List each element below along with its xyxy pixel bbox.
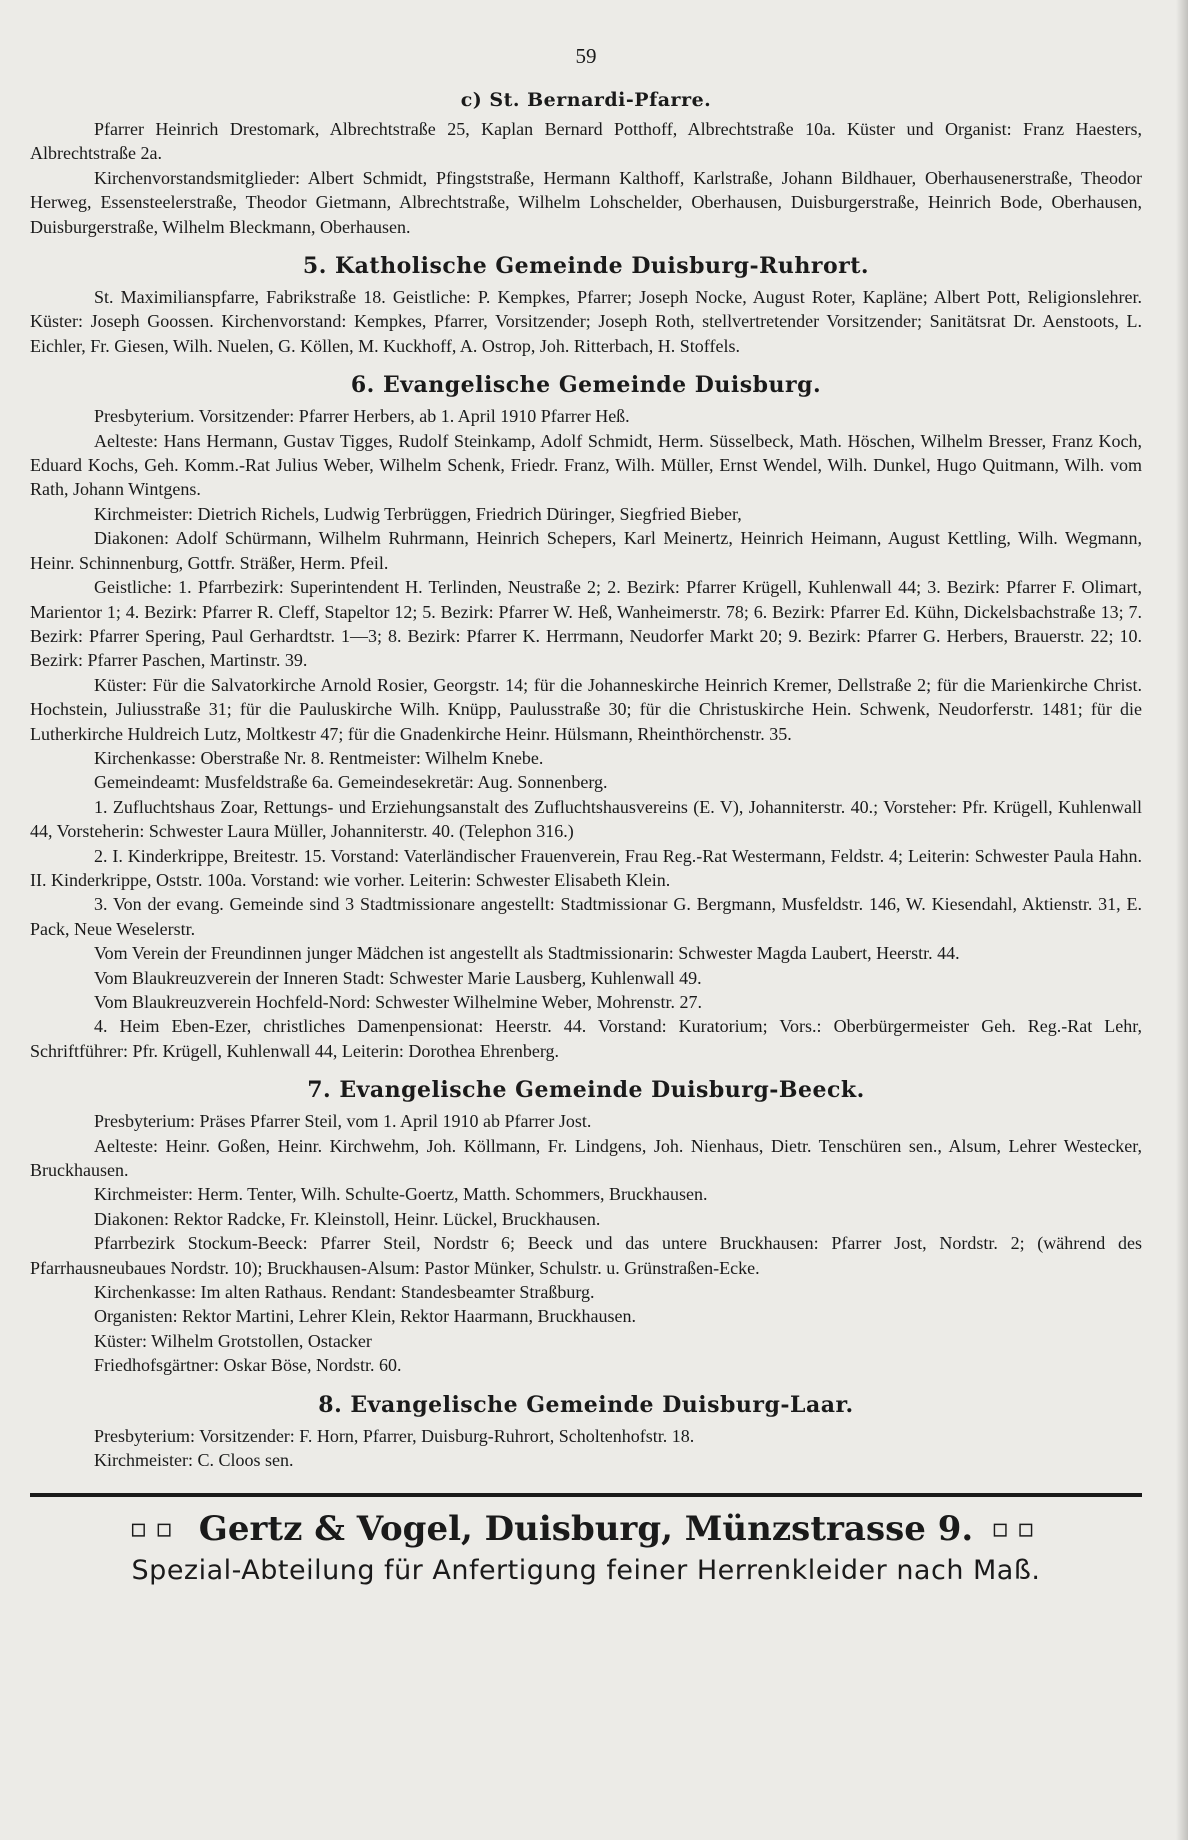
paragraph: Organisten: Rektor Martini, Lehrer Klein, Rektor Haarmann, Bruckhausen. — [94, 1306, 637, 1327]
square-ornament-icon: ▫▫ — [129, 1513, 181, 1544]
paragraph: Kirchenvorstandsmitglieder: Albert Schmidt, Pfingststraße, Hermann Kalthoff, Karlstraße, Johann Bildhauer, Oberhausenerstraße, Theodor Herweg, Essensteelerstraße, Theodor Gietmann, Albrechtstraße, Wilhelm Lohschelder, Oberhausen, Duisburgerstraße, Heinrich Bode, Oberhausen, Duisburgerstraße, Wilhelm Bleckmann, Oberhausen. — [30, 167, 1142, 237]
section-laar — [30, 1392, 1142, 1473]
paragraph: Vom Blaukreuzverein der Inneren Stadt: Schwester Marie Lausberg, Kuhlenwall 49. — [94, 967, 702, 988]
section-heading: 5. Katholische Gemeinde Duisburg-Ruhrort. — [302, 253, 870, 280]
advertisement-company: Gertz & Vogel, Duisburg, Münzstrasse 9. — [198, 1508, 974, 1549]
paragraph: 4. Heim Eben-Ezer, christliches Damenpensionat: Heerstr. 44. Vorstand: Kuratorium; Vors.: Oberbürgermeister Geh. Reg.-Rat Lehr, Schriftführer: Pfr. Krügell, Kuhlenwall 44, Leiterin: Dorothea Ehrenberg. — [30, 1016, 1142, 1061]
paragraph: Presbyterium: Präses Pfarrer Steil, vom 1. April 1910 ab Pfarrer Jost. — [94, 1111, 592, 1132]
advertisement-tagline: Spezial-Abteilung für Anfertigung feiner Herrenkleider nach Maß. — [131, 1554, 1041, 1586]
page-edge-shadow — [1176, 0, 1188, 1840]
paragraph: Kirchmeister: Dietrich Richels, Ludwig Terbrüggen, Friedrich Düringer, Siegfried Bieber, — [94, 503, 742, 524]
paragraph: Gemeindeamt: Musfeldstraße 6a. Gemeindesekretär: Aug. Sonnenberg. — [94, 772, 608, 793]
paragraph: Vom Blaukreuzverein Hochfeld-Nord: Schwester Wilhelmine Weber, Mohrenstr. 27. — [94, 992, 702, 1012]
paragraph: Aelteste: Heinr. Goßen, Heinr. Kirchwehm, Joh. Köllmann, Fr. Lindgens, Joh. Nienhaus, Dietr. Tenschüren sen., Alsum, Lehrer Westecker, Bruckhausen. — [30, 1135, 1142, 1181]
paragraph: Kirchenkasse: Im alten Rathaus. Rendant: Standesbeamter Straßburg. — [94, 1282, 595, 1303]
advertisement-headline — [30, 1509, 1142, 1549]
paragraph: Küster: Für die Salvatorkirche Arnold Rosier, Georgstr. 14; für die Johanneskirche Heinrich Kremer, Dellstraße 2; für die Marienkirche Christ. Hochstein, Juliusstraße 31; für die Pauluskirche Wilh. Knüpp, Paulusstraße 30; für die Christuskirche Hein. Schwenk, Neudorferstr. 1481; für die Lutherkirche Huldreich Lutz, Moltkestr 47; für die Gnadenkirche Heinr. Hülsmann, Rheinthörchenstr. 35. — [30, 674, 1142, 744]
section-duisburg — [30, 372, 1142, 1063]
section-ruhrort — [30, 253, 1142, 358]
paragraph: Pfarrer Heinrich Drestomark, Albrechtstraße 25, Kaplan Bernard Potthoff, Albrechtstraße 10a. Küster und Organist: Franz Haesters, Albrechtstraße 2a. — [30, 119, 1142, 164]
square-ornament-icon: ▫▫ — [991, 1513, 1043, 1544]
paragraph: Geistliche: 1. Pfarrbezirk: Superintendent H. Terlinden, Neustraße 2; 2. Bezirk: Pfarrer Krügell, Kuhlenwall 44; 3. Bezirk: Pfarrer F. Olimart, Marientor 1; 4. Bezirk: Pfarrer R. Cleff, Stapeltor 12; 5. Bezirk: Pfarrer W. Heß, Wanheimerstr. 78; 6. Bezirk: Pfarrer Ed. Kühn, Dickelsbachstraße 13; 7. Bezirk: Pfarrer Spering, Paul Gerhardtstr. 1—3; 8. Bezirk: Pfarrer K. Herrmann, Neudorfer Markt 20; 9. Bezirk: Pfarrer G. Herbers, Brauerstr. 22; 10. Bezirk: Pfarrer Paschen, Martinstr. 39. — [30, 577, 1142, 671]
paragraph: 1. Zufluchtshaus Zoar, Rettungs- und Erziehungsanstalt des Zufluchtshausvereins (E. V), Johanniterstr. 40.; Vorsteher: Pfr. Krügell, Kuhlenwall 44, Vorsteherin: Schwester Laura Müller, Johanniterstr. 40. (Telephon 316.) — [30, 796, 1142, 842]
advertisement-rule — [30, 1493, 1142, 1497]
paragraph: Kirchmeister: C. Cloos sen. — [94, 1450, 294, 1471]
section-heading: c) St. Bernardi-Pfarre. — [460, 89, 712, 111]
section-heading: 6. Evangelische Gemeinde Duisburg. — [350, 372, 822, 399]
paragraph: Diakonen: Adolf Schürmann, Wilhelm Ruhrmann, Heinrich Schepers, Karl Meinertz, Heinrich Heimann, August Kettling, Wilh. Wegmann, Heinr. Schinnenburg, Gottfr. Sträßer, Herm. Pfeil. — [30, 528, 1142, 573]
page-number: 59 — [575, 44, 597, 68]
paragraph: Presbyterium: Vorsitzender: F. Horn, Pfarrer, Duisburg-Ruhrort, Scholtenhofstr. 18. — [94, 1425, 695, 1446]
paragraph: Presbyterium. Vorsitzender: Pfarrer Herbers, ab 1. April 1910 Pfarrer Heß. — [94, 406, 630, 427]
paragraph: Aelteste: Hans Hermann, Gustav Tigges, Rudolf Steinkamp, Adolf Schmidt, Herm. Süsselbeck, Math. Höschen, Wilhelm Bresser, Franz Koch, Eduard Kochs, Geh. Komm.-Rat Julius Weber, Wilhelm Schenk, Friedr. Franz, Wilh. Müller, Ernst Wendel, Wilh. Dunkel, Hugo Quitmann, Wilh. vom Rath, Johann Wintgens. — [30, 430, 1142, 500]
paragraph: Diakonen: Rektor Radcke, Fr. Kleinstoll, Heinr. Lückel, Bruckhausen. — [94, 1208, 601, 1229]
section-heading: 7. Evangelische Gemeinde Duisburg-Beeck. — [307, 1077, 865, 1104]
paragraph: Friedhofsgärtner: Oskar Böse, Nordstr. 60. — [94, 1355, 402, 1376]
paragraph: Kirchenkasse: Oberstraße Nr. 8. Rentmeister: Wilhelm Knebe. — [94, 747, 544, 768]
paragraph: St. Maximilianspfarre, Fabrikstraße 18. Geistliche: P. Kempkes, Pfarrer; Joseph Nocke, August Roter, Kapläne; Albert Pott, Religionslehrer. Küster: Joseph Goossen. Kirchenvorstand: Kempkes, Pfarrer, Vorsitzender; Joseph Roth, stellvertretender Vorsitzender; Sanitätsrat Dr. Aenstoots, L. Eichler, Fr. Giesen, Wilh. Nuelen, G. Köllen, M. Kuckhoff, A. Ostrop, Joh. Ritterbach, H. Stoffels. — [30, 287, 1142, 356]
section-beeck — [30, 1077, 1142, 1377]
paragraph: 2. I. Kinderkrippe, Breitestr. 15. Vorstand: Vaterländischer Frauenverein, Frau Reg.-Rat Westermann, Feldstr. 4; Leiterin: Schwester Paula Hahn. II. Kinderkrippe, Oststr. 100a. Vorstand: wie vorher. Leiterin: Schwester Elisabeth Klein. — [30, 845, 1142, 890]
paragraph: Vom Verein der Freundinnen junger Mädchen ist angestellt als Stadtmissionarin: Schwester Magda Laubert, Heerstr. 44. — [94, 943, 960, 964]
section-heading: 8. Evangelische Gemeinde Duisburg-Laar. — [318, 1391, 854, 1418]
paragraph: Pfarrbezirk Stockum-Beeck: Pfarrer Steil, Nordstr 6; Beeck und das untere Bruckhausen: Pfarrer Jost, Nordstr. 2; (während des Pfarrhausneubaues Nordstr. 10); Bruckhausen-Alsum: Pastor Münker, Schulstr. u. Grünstraßen-Ecke. — [30, 1233, 1142, 1278]
paragraph: Kirchmeister: Herm. Tenter, Wilh. Schulte-Goertz, Matth. Schommers, Bruckhausen. — [94, 1184, 708, 1205]
paragraph: 3. Von der evang. Gemeinde sind 3 Stadtmissionare angestellt: Stadtmissionar G. Bergmann, Musfeldstr. 146, W. Kiesendahl, Aktienstr. 31, E. Pack, Neue Weselerstr. — [30, 894, 1142, 939]
section-st-bernardi — [30, 89, 1142, 239]
paragraph: Küster: Wilhelm Grotstollen, Ostacker — [94, 1330, 372, 1351]
